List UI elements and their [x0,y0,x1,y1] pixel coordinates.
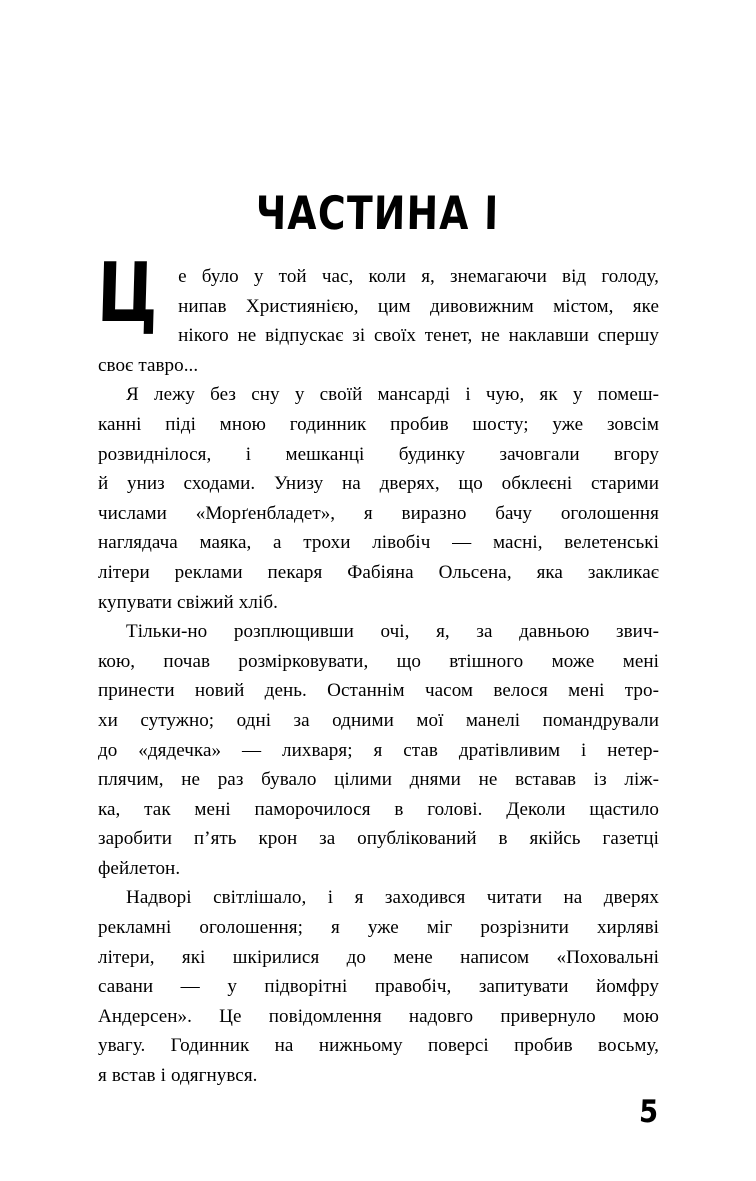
text-line: е було у той час, коли я, знемагаючи від голоду, [178,266,659,287]
paragraph-2 [98,380,659,617]
text-line: савани — у підворітні правобіч, запитувати йомфру [98,976,659,998]
text-line: до «дядечка» — лихваря; я став дратівливим і нетер- [98,739,659,761]
paragraph-1 [95,246,659,380]
text-line: Надворі світлішало, і я заходився читати на дверях [126,887,659,909]
text-line: Тільки-но розплющивши очі, я, за давньою звич- [126,621,659,643]
text-line: літери реклами пекаря Фабіяна Ольсена, яка закликає [98,561,659,583]
text-line: нипав Християнією, цим дивовижним містом, яке [178,295,659,317]
text-line: числами «Морґенбладет», я виразно бачу оголошення [98,502,659,524]
drop-cap: Ц [95,246,160,341]
text-line: я встав і одягнувся. [98,1065,258,1087]
text-line: ка, так мені паморочилося в голові. Деколи щастило [98,798,659,820]
paragraph-3 [98,617,659,883]
chapter-title: ЧАСТИНА І [255,185,500,240]
text-line: кою, почав розмірковувати, що втішного може мені [98,650,659,672]
text-line: хи сутужно; одні за одними мої манелі помандрували [98,709,659,731]
text-line: принести новий день. Останнім часом велося мені тро- [98,680,659,702]
text-line: увагу. Годинник на нижньому поверсі пробив восьму, [98,1035,659,1057]
body-text-block [95,246,659,1091]
text-line: своє тавро... [98,354,199,376]
text-line: канні піді мною годинник пробив шосту; уже зовсім [98,413,659,435]
text-line: купувати свіжий хліб. [98,591,278,613]
text-line: фейлетон. [98,857,181,879]
text-line: рекламні оголошення; я уже міг розрізнити хирляві [98,917,659,939]
text-line: наглядача маяка, а трохи лівобіч — масні, велетенські [98,532,659,554]
page-number: 5 [638,1094,660,1130]
text-line: Я лежу без сну у своїй мансарді і чую, як у помеш- [126,384,659,406]
text-line: літери, які шкірилися до мене написом «Поховальні [98,946,659,968]
text-line: Андерсен». Це повідомлення надовго привернуло мою [98,1005,659,1027]
text-line: й униз сходами. Унизу на дверях, що обклеєні старими [98,473,659,495]
text-line: розвиднілося, і мешканці будинку зачовгали вгору [98,443,659,465]
text-line: нікого не відпускає зі своїх тенет, не наклавши спершу [178,325,659,347]
text-line: заробити п’ять крон за опублікований в якійсь газетці [98,828,659,850]
text-line: плячим, не раз бувало цілими днями не вставав із ліж- [98,769,659,791]
paragraph-4 [98,883,659,1090]
